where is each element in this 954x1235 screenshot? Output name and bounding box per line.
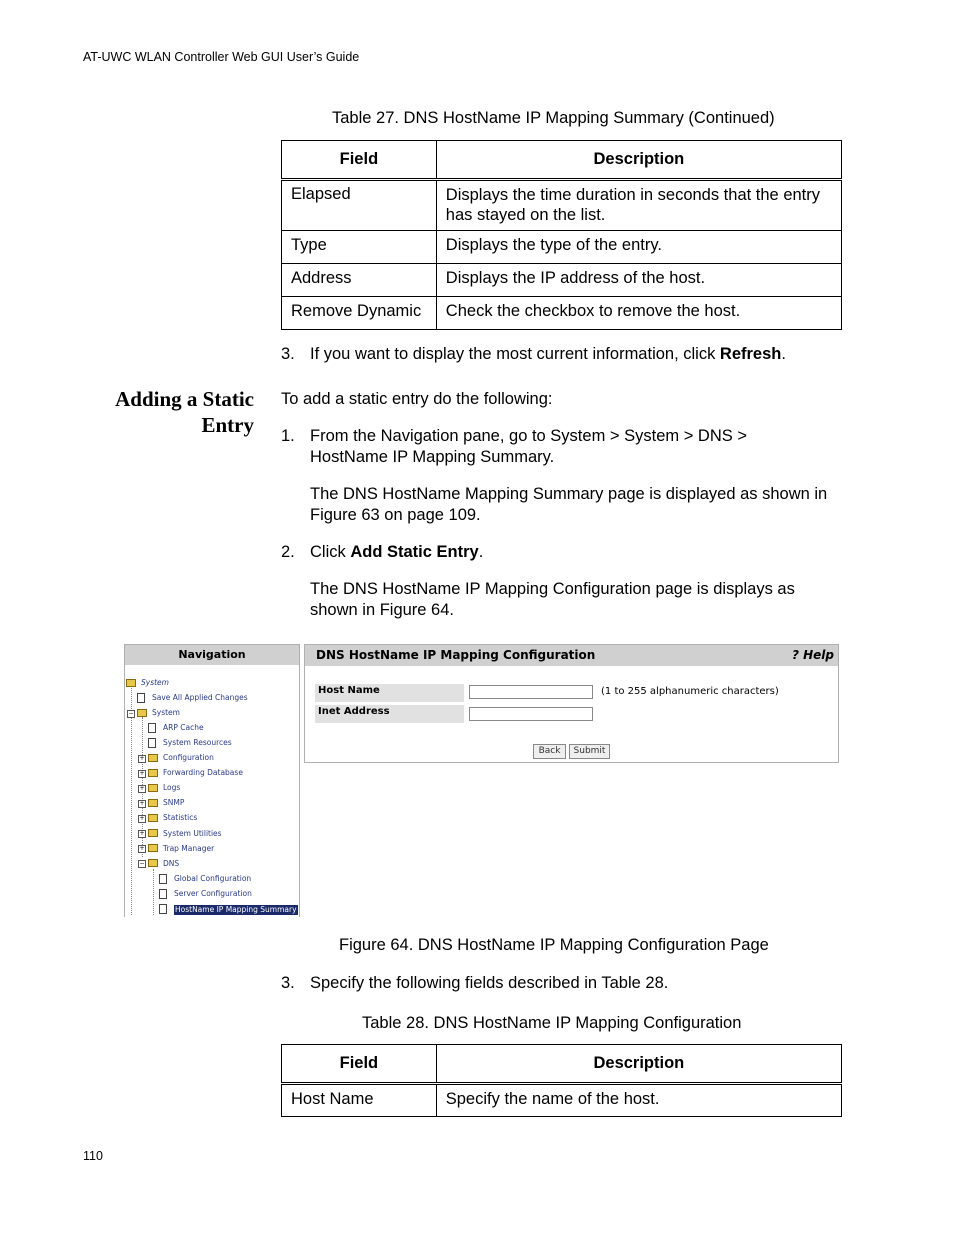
tree-item-snmp[interactable]: SNMP [163, 798, 185, 807]
panel-title-text: DNS HostName IP Mapping Configuration [316, 648, 596, 662]
table-cell: Address [282, 264, 437, 297]
table-27-caption: Table 27. DNS HostName IP Mapping Summary (Continued) [332, 109, 775, 127]
expand-icon[interactable]: + [139, 800, 145, 807]
add-static-entry-label: Add Static Entry [350, 543, 479, 561]
expand-icon[interactable]: + [139, 815, 145, 822]
paragraph-config [310, 579, 795, 620]
step-number: 2. [281, 543, 295, 561]
table-cell: Displays the IP address of the host. [436, 264, 841, 297]
inet-address-label: Inet Address [315, 705, 464, 723]
table-cell: Type [282, 231, 437, 264]
folder-icon [137, 709, 147, 717]
step-specify: Specify the following fields described in Table 28. [310, 974, 669, 992]
collapse-icon[interactable]: − [128, 710, 134, 717]
figure-64-screenshot [124, 644, 838, 916]
table-28 [281, 1044, 842, 1117]
step-number: 1. [281, 427, 295, 445]
paragraph-summary [310, 484, 827, 525]
folder-icon [148, 784, 158, 792]
expand-icon[interactable]: + [139, 830, 145, 837]
folder-icon [148, 844, 158, 852]
config-panel [304, 644, 839, 763]
table-header-description: Description [436, 1045, 841, 1084]
tree-item-system-root[interactable]: System [141, 678, 169, 687]
folder-icon [148, 829, 158, 837]
figure-64-caption: Figure 64. DNS HostName IP Mapping Configuration Page [339, 936, 769, 954]
tree-item-logs[interactable]: Logs [163, 783, 181, 792]
expand-icon[interactable]: + [139, 770, 145, 777]
tree-item-system-utilities[interactable]: System Utilities [163, 829, 222, 838]
step-text: . [781, 345, 786, 363]
tree-line [131, 685, 132, 915]
expand-icon[interactable]: + [139, 785, 145, 792]
step-refresh [310, 344, 786, 365]
table-27 [281, 140, 842, 330]
table-row [282, 297, 842, 330]
table-cell: Check the checkbox to remove the host. [436, 297, 841, 330]
page-icon [159, 874, 167, 884]
folder-icon [148, 754, 158, 762]
step-navigation [310, 426, 747, 467]
step-text: From the Navigation pane, go to System > System > DNS > [310, 427, 747, 445]
table-header-field: Field [282, 141, 437, 180]
tree-item-system[interactable]: System [152, 708, 180, 717]
folder-icon [126, 679, 136, 687]
paragraph-line: The DNS HostName IP Mapping Configuration page is displays as [310, 580, 795, 598]
section-heading-line: Entry [201, 413, 254, 437]
table-cell: Elapsed [282, 180, 437, 231]
tree-item-configuration[interactable]: Configuration [163, 753, 214, 762]
inet-address-input[interactable] [469, 707, 593, 721]
table-cell: Displays the type of the entry. [436, 231, 841, 264]
step-text: If you want to display the most current information, click [310, 345, 720, 363]
submit-button[interactable]: Submit [569, 744, 610, 759]
table-row [282, 1084, 842, 1117]
tree-item-global-configuration[interactable]: Global Configuration [174, 874, 252, 883]
step-text: . [478, 543, 484, 561]
step-text: Click [310, 543, 351, 561]
host-name-input[interactable] [469, 685, 593, 699]
tree-item-system-resources[interactable]: System Resources [163, 738, 232, 747]
paragraph-line: shown in Figure 64. [310, 600, 454, 619]
navigation-title: Navigation [125, 645, 299, 665]
table-row [282, 231, 842, 264]
table-cell: Host Name [282, 1084, 437, 1117]
tree-item-trap-manager[interactable]: Trap Manager [163, 844, 215, 853]
step-text: HostName IP Mapping Summary. [310, 447, 555, 466]
panel-title [305, 645, 838, 666]
section-intro: To add a static entry do the following: [281, 390, 553, 408]
tree-item-statistics[interactable]: Statistics [163, 813, 198, 822]
back-button[interactable]: Back [533, 744, 566, 759]
tree-item-dns[interactable]: DNS [163, 859, 180, 868]
section-heading-line: Adding a Static [115, 387, 254, 411]
table-cell: Displays the time duration in seconds that the entry has stayed on the list. [436, 180, 841, 231]
page-icon [148, 738, 156, 748]
step-number: 3. [281, 974, 295, 992]
tree-item-save-all[interactable]: Save All Applied Changes [152, 693, 248, 702]
collapse-icon[interactable]: − [139, 860, 145, 867]
paragraph-line: Figure 63 on page 109. [310, 505, 481, 524]
step-number: 3. [281, 345, 295, 363]
tree-item-server-configuration[interactable]: Server Configuration [174, 889, 252, 898]
step-add-static [310, 542, 483, 563]
page-icon [159, 889, 167, 899]
expand-icon[interactable]: + [139, 845, 145, 852]
table-header-field: Field [282, 1045, 437, 1084]
paragraph-line: The DNS HostName Mapping Summary page is displayed as shown in [310, 485, 828, 503]
tree-item-forwarding-database[interactable]: Forwarding Database [163, 768, 243, 777]
folder-icon [148, 799, 158, 807]
page-icon [159, 904, 167, 914]
table-cell: Specify the name of the host. [436, 1084, 841, 1117]
page-number: 110 [83, 1149, 103, 1163]
section-heading [100, 386, 254, 438]
page-icon [148, 723, 156, 733]
tree-line [153, 869, 154, 915]
running-header: AT-UWC WLAN Controller Web GUI User’s Guide [83, 50, 360, 64]
help-link[interactable]: ? Help [791, 648, 834, 662]
folder-icon [148, 814, 158, 822]
expand-icon[interactable]: + [139, 755, 145, 762]
table-row [282, 264, 842, 297]
folder-icon [148, 859, 158, 867]
tree-item-arp-cache[interactable]: ARP Cache [163, 723, 204, 732]
refresh-label: Refresh [719, 345, 782, 363]
host-name-label: Host Name [315, 684, 464, 702]
folder-icon [148, 769, 158, 777]
tree-item-hostname-ip-mapping-summary[interactable]: HostName IP Mapping Summary [175, 905, 297, 914]
table-28-caption: Table 28. DNS HostName IP Mapping Configuration [362, 1014, 742, 1032]
table-cell: Remove Dynamic [282, 297, 437, 330]
table-header-description: Description [436, 141, 841, 180]
navigation-pane [124, 644, 300, 917]
table-row [282, 180, 842, 231]
page-icon [137, 693, 145, 703]
host-name-hint: (1 to 255 alphanumeric characters) [601, 686, 779, 697]
